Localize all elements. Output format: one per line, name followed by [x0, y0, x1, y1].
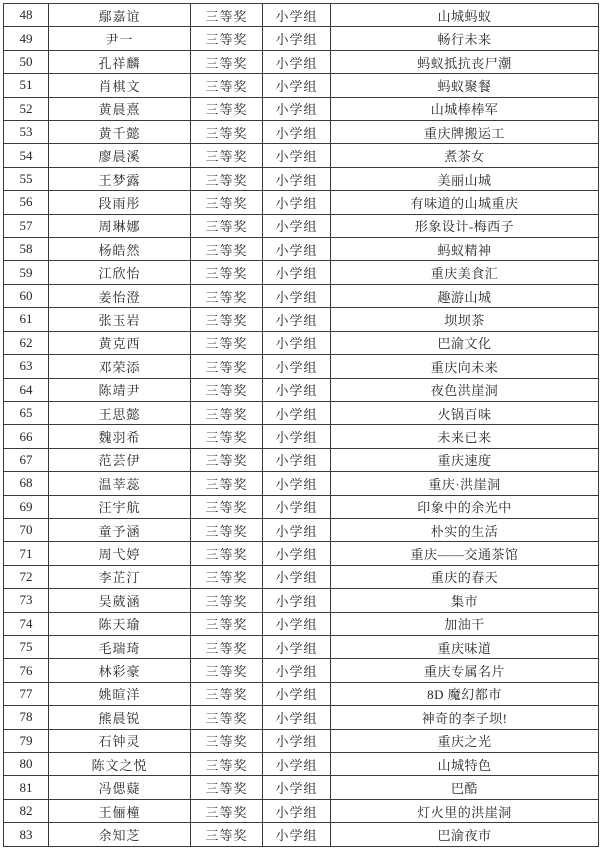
row-number-cell: 50: [4, 50, 49, 73]
group-cell: 小学组: [263, 495, 331, 518]
work-title-cell: 蚂蚁聚餐: [331, 74, 599, 97]
table-row: [4, 495, 599, 518]
row-number-cell: 81: [4, 776, 49, 799]
name-cell: 孔祥麟: [49, 50, 191, 73]
row-number-cell: 55: [4, 167, 49, 190]
name-cell: 陈天瑜: [49, 612, 191, 635]
table-row: [4, 144, 599, 167]
group-cell: 小学组: [263, 425, 331, 448]
award-cell: 三等奖: [191, 167, 263, 190]
row-number-cell: 71: [4, 542, 49, 565]
award-cell: 三等奖: [191, 121, 263, 144]
work-title-cell: 巴渝文化: [331, 331, 599, 354]
work-title-cell: 重庆美食汇: [331, 261, 599, 284]
table-row: [4, 50, 599, 73]
table-row: [4, 472, 599, 495]
group-cell: 小学组: [263, 144, 331, 167]
group-cell: 小学组: [263, 214, 331, 237]
table-row: [4, 518, 599, 541]
name-cell: 尹一: [49, 27, 191, 50]
name-cell: 李芷汀: [49, 565, 191, 588]
row-number-cell: 62: [4, 331, 49, 354]
work-title-cell: 形象设计-梅西子: [331, 214, 599, 237]
work-title-cell: 巴酷: [331, 776, 599, 799]
award-cell: 三等奖: [191, 238, 263, 261]
table-row: [4, 401, 599, 424]
name-cell: 邓荣添: [49, 355, 191, 378]
table-row: [4, 448, 599, 471]
name-cell: 陈靖尹: [49, 378, 191, 401]
table-row: [4, 214, 599, 237]
name-cell: 肖棋文: [49, 74, 191, 97]
award-cell: 三等奖: [191, 682, 263, 705]
table-row: [4, 612, 599, 635]
row-number-cell: 66: [4, 425, 49, 448]
award-cell: 三等奖: [191, 472, 263, 495]
group-cell: 小学组: [263, 635, 331, 658]
work-title-cell: 重庆——交通茶馆: [331, 542, 599, 565]
name-cell: 张玉岩: [49, 308, 191, 331]
table-row: [4, 331, 599, 354]
award-cell: 三等奖: [191, 144, 263, 167]
work-title-cell: 印象中的余光中: [331, 495, 599, 518]
table-row: [4, 191, 599, 214]
row-number-cell: 65: [4, 401, 49, 424]
group-cell: 小学组: [263, 823, 331, 847]
award-cell: 三等奖: [191, 425, 263, 448]
name-cell: 黄晨熹: [49, 97, 191, 120]
row-number-cell: 59: [4, 261, 49, 284]
group-cell: 小学组: [263, 659, 331, 682]
name-cell: 林彩豪: [49, 659, 191, 682]
work-title-cell: 煮茶女: [331, 144, 599, 167]
row-number-cell: 79: [4, 729, 49, 752]
table-row: [4, 308, 599, 331]
table-row: [4, 284, 599, 307]
table-row: [4, 635, 599, 658]
name-cell: 黄千懿: [49, 121, 191, 144]
group-cell: 小学组: [263, 4, 331, 27]
group-cell: 小学组: [263, 401, 331, 424]
work-title-cell: 山城棒棒军: [331, 97, 599, 120]
row-number-cell: 52: [4, 97, 49, 120]
work-title-cell: 重庆专属名片: [331, 659, 599, 682]
group-cell: 小学组: [263, 191, 331, 214]
work-title-cell: 重庆牌搬运工: [331, 121, 599, 144]
group-cell: 小学组: [263, 706, 331, 729]
group-cell: 小学组: [263, 448, 331, 471]
table-row: [4, 565, 599, 588]
award-cell: 三等奖: [191, 635, 263, 658]
group-cell: 小学组: [263, 612, 331, 635]
group-cell: 小学组: [263, 167, 331, 190]
row-number-cell: 70: [4, 518, 49, 541]
table-row: [4, 589, 599, 612]
work-title-cell: 蚂蚁精神: [331, 238, 599, 261]
row-number-cell: 76: [4, 659, 49, 682]
work-title-cell: 重庆的春天: [331, 565, 599, 588]
name-cell: 姚暄洋: [49, 682, 191, 705]
work-title-cell: 8D 魔幻都市: [331, 682, 599, 705]
work-title-cell: 山城特色: [331, 753, 599, 776]
award-cell: 三等奖: [191, 753, 263, 776]
work-title-cell: 神奇的李子坝!: [331, 706, 599, 729]
name-cell: 吴葳涵: [49, 589, 191, 612]
name-cell: 余知芝: [49, 823, 191, 847]
award-cell: 三等奖: [191, 4, 263, 27]
name-cell: 石钟灵: [49, 729, 191, 752]
row-number-cell: 57: [4, 214, 49, 237]
table-row: [4, 706, 599, 729]
award-cell: 三等奖: [191, 401, 263, 424]
name-cell: 毛瑞琦: [49, 635, 191, 658]
row-number-cell: 77: [4, 682, 49, 705]
award-cell: 三等奖: [191, 542, 263, 565]
award-cell: 三等奖: [191, 27, 263, 50]
award-cell: 三等奖: [191, 261, 263, 284]
table-row: [4, 261, 599, 284]
row-number-cell: 73: [4, 589, 49, 612]
row-number-cell: 83: [4, 823, 49, 847]
work-title-cell: 夜色洪崖洞: [331, 378, 599, 401]
table-row: [4, 378, 599, 401]
row-number-cell: 53: [4, 121, 49, 144]
group-cell: 小学组: [263, 121, 331, 144]
table-row: [4, 659, 599, 682]
award-cell: 三等奖: [191, 191, 263, 214]
row-number-cell: 78: [4, 706, 49, 729]
table-body: [4, 4, 599, 847]
group-cell: 小学组: [263, 308, 331, 331]
award-cell: 三等奖: [191, 331, 263, 354]
row-number-cell: 75: [4, 635, 49, 658]
group-cell: 小学组: [263, 542, 331, 565]
table-row: [4, 238, 599, 261]
work-title-cell: 趣游山城: [331, 284, 599, 307]
work-title-cell: 加油干: [331, 612, 599, 635]
table-row: [4, 4, 599, 27]
award-cell: 三等奖: [191, 706, 263, 729]
name-cell: 熊晨锐: [49, 706, 191, 729]
award-cell: 三等奖: [191, 355, 263, 378]
row-number-cell: 63: [4, 355, 49, 378]
work-title-cell: 巴渝夜市: [331, 823, 599, 847]
award-cell: 三等奖: [191, 612, 263, 635]
table-row: [4, 74, 599, 97]
work-title-cell: 重庆向未来: [331, 355, 599, 378]
table-row: [4, 823, 599, 847]
group-cell: 小学组: [263, 776, 331, 799]
award-cell: 三等奖: [191, 97, 263, 120]
row-number-cell: 80: [4, 753, 49, 776]
group-cell: 小学组: [263, 284, 331, 307]
group-cell: 小学组: [263, 682, 331, 705]
row-number-cell: 60: [4, 284, 49, 307]
work-title-cell: 重庆之光: [331, 729, 599, 752]
work-title-cell: 火锅百味: [331, 401, 599, 424]
name-cell: 王俪橦: [49, 799, 191, 822]
name-cell: 姜怡澄: [49, 284, 191, 307]
table-row: [4, 753, 599, 776]
row-number-cell: 54: [4, 144, 49, 167]
group-cell: 小学组: [263, 729, 331, 752]
work-title-cell: 灯火里的洪崖洞: [331, 799, 599, 822]
group-cell: 小学组: [263, 565, 331, 588]
name-cell: 黄克西: [49, 331, 191, 354]
group-cell: 小学组: [263, 27, 331, 50]
row-number-cell: 51: [4, 74, 49, 97]
group-cell: 小学组: [263, 74, 331, 97]
row-number-cell: 64: [4, 378, 49, 401]
award-cell: 三等奖: [191, 565, 263, 588]
table-row: [4, 97, 599, 120]
group-cell: 小学组: [263, 331, 331, 354]
name-cell: 冯偲薿: [49, 776, 191, 799]
group-cell: 小学组: [263, 472, 331, 495]
work-title-cell: 美丽山城: [331, 167, 599, 190]
table-row: [4, 542, 599, 565]
table-row: [4, 799, 599, 822]
name-cell: 周弋婷: [49, 542, 191, 565]
row-number-cell: 69: [4, 495, 49, 518]
award-cell: 三等奖: [191, 448, 263, 471]
name-cell: 范芸伊: [49, 448, 191, 471]
name-cell: 童予涵: [49, 518, 191, 541]
work-title-cell: 畅行未来: [331, 27, 599, 50]
work-title-cell: 重庆·洪崖洞: [331, 472, 599, 495]
name-cell: 魏羽希: [49, 425, 191, 448]
award-cell: 三等奖: [191, 823, 263, 847]
name-cell: 王梦露: [49, 167, 191, 190]
row-number-cell: 68: [4, 472, 49, 495]
row-number-cell: 58: [4, 238, 49, 261]
group-cell: 小学组: [263, 378, 331, 401]
name-cell: 段雨彤: [49, 191, 191, 214]
name-cell: 杨皓然: [49, 238, 191, 261]
group-cell: 小学组: [263, 518, 331, 541]
work-title-cell: 朴实的生活: [331, 518, 599, 541]
group-cell: 小学组: [263, 97, 331, 120]
name-cell: 江欣怡: [49, 261, 191, 284]
name-cell: 王思懿: [49, 401, 191, 424]
row-number-cell: 56: [4, 191, 49, 214]
row-number-cell: 82: [4, 799, 49, 822]
group-cell: 小学组: [263, 50, 331, 73]
name-cell: 汪宇航: [49, 495, 191, 518]
table-row: [4, 167, 599, 190]
award-table: [3, 3, 599, 847]
award-cell: 三等奖: [191, 659, 263, 682]
award-cell: 三等奖: [191, 214, 263, 237]
group-cell: 小学组: [263, 261, 331, 284]
name-cell: 陈文之悦: [49, 753, 191, 776]
award-cell: 三等奖: [191, 729, 263, 752]
work-title-cell: 蚂蚁抵抗丧尸潮: [331, 50, 599, 73]
row-number-cell: 61: [4, 308, 49, 331]
row-number-cell: 48: [4, 4, 49, 27]
name-cell: 温莘蕊: [49, 472, 191, 495]
row-number-cell: 49: [4, 27, 49, 50]
work-title-cell: 重庆速度: [331, 448, 599, 471]
work-title-cell: 坝坝茶: [331, 308, 599, 331]
table-row: [4, 425, 599, 448]
work-title-cell: 重庆味道: [331, 635, 599, 658]
work-title-cell: 有味道的山城重庆: [331, 191, 599, 214]
group-cell: 小学组: [263, 355, 331, 378]
name-cell: 周琳娜: [49, 214, 191, 237]
row-number-cell: 74: [4, 612, 49, 635]
award-cell: 三等奖: [191, 308, 263, 331]
group-cell: 小学组: [263, 238, 331, 261]
award-cell: 三等奖: [191, 495, 263, 518]
table-row: [4, 729, 599, 752]
group-cell: 小学组: [263, 753, 331, 776]
work-title-cell: 未来已来: [331, 425, 599, 448]
group-cell: 小学组: [263, 799, 331, 822]
group-cell: 小学组: [263, 589, 331, 612]
award-cell: 三等奖: [191, 589, 263, 612]
award-cell: 三等奖: [191, 284, 263, 307]
row-number-cell: 72: [4, 565, 49, 588]
work-title-cell: 集市: [331, 589, 599, 612]
award-cell: 三等奖: [191, 799, 263, 822]
award-cell: 三等奖: [191, 50, 263, 73]
name-cell: 鄢嘉谊: [49, 4, 191, 27]
table-row: [4, 355, 599, 378]
table-row: [4, 27, 599, 50]
table-row: [4, 682, 599, 705]
award-cell: 三等奖: [191, 378, 263, 401]
row-number-cell: 67: [4, 448, 49, 471]
table-row: [4, 776, 599, 799]
award-cell: 三等奖: [191, 776, 263, 799]
award-cell: 三等奖: [191, 74, 263, 97]
award-cell: 三等奖: [191, 518, 263, 541]
table-row: [4, 121, 599, 144]
name-cell: 廖晨溪: [49, 144, 191, 167]
work-title-cell: 山城蚂蚁: [331, 4, 599, 27]
